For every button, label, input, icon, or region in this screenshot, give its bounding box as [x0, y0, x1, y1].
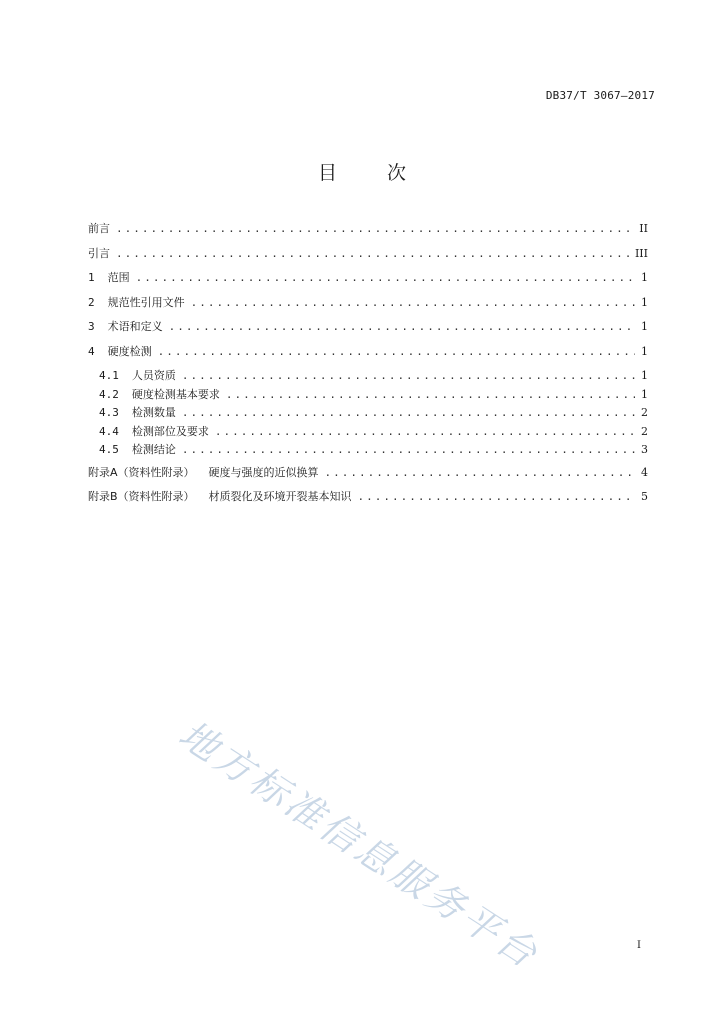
dot-leader: [182, 443, 635, 456]
toc-entry-normative-references[interactable]: [88, 294, 648, 319]
toc-annex-prefix: 附录B（资料性附录）: [88, 490, 195, 503]
dot-leader: [226, 388, 635, 401]
toc-entry-number: 1: [88, 271, 95, 284]
toc-entry-test-locations[interactable]: [88, 423, 648, 442]
toc-entry-label: 材质裂化及环境开裂基本知识: [208, 490, 352, 503]
toc-entry-label: 硬度检测: [107, 344, 152, 358]
dot-leader: [136, 271, 635, 284]
toc-entry-introduction[interactable]: [88, 245, 648, 270]
dot-leader: [169, 320, 635, 333]
dot-leader: [215, 425, 635, 438]
toc-entry-label: 检测结论: [131, 443, 176, 456]
toc-entry-annex-b[interactable]: [88, 488, 648, 512]
dot-leader: [116, 222, 633, 235]
toc-entry-terms-definitions[interactable]: [88, 318, 648, 343]
toc-entry-number: 4.4: [99, 424, 119, 438]
toc-annex-prefix: 附录A（资料性附录）: [88, 466, 195, 479]
toc-entry-hardness-testing[interactable]: [88, 343, 648, 368]
toc-page-number: 1: [641, 271, 648, 284]
toc-page-number: 1: [641, 295, 648, 309]
page-number: I: [637, 940, 641, 951]
toc-page-number: 1: [641, 320, 648, 333]
toc-entry-label: 规范性引用文件: [107, 295, 185, 309]
toc-page-number: II: [639, 222, 648, 235]
toc-page-number: 4: [641, 466, 648, 479]
toc-entry-label: 硬度与强度的近似换算: [208, 466, 319, 479]
toc-entry-label: 硬度检测基本要求: [131, 387, 220, 401]
toc-entry-label: 前言: [88, 222, 110, 235]
toc-page-number: 1: [641, 387, 648, 401]
toc-page-number: 5: [641, 490, 648, 503]
toc-entry-number: 4.3: [99, 406, 119, 419]
document-code: DB37/T 3067—2017: [545, 89, 655, 102]
toc-entry-number: 4: [88, 344, 95, 358]
toc-entry-label: 术语和定义: [107, 320, 163, 333]
table-of-contents: [88, 220, 648, 512]
toc-entry-number: 2: [88, 295, 95, 309]
toc-entry-test-conclusion[interactable]: [88, 441, 648, 464]
toc-entry-number: 4.1: [99, 369, 119, 382]
toc-page-number: 3: [641, 443, 648, 456]
toc-entry-basic-requirements[interactable]: [88, 386, 648, 405]
toc-entry-number: 4.5: [99, 443, 119, 456]
toc-page-number: 2: [641, 406, 648, 419]
dot-leader: [191, 296, 635, 309]
watermark: 地方标准信息服务平台: [171, 711, 548, 978]
toc-entry-foreword[interactable]: [88, 220, 648, 245]
toc-entry-number: 3: [88, 320, 95, 333]
toc-entry-personnel-qualification[interactable]: [88, 367, 648, 386]
toc-entry-scope[interactable]: [88, 269, 648, 294]
dot-leader: [116, 247, 629, 260]
toc-entry-label: 检测数量: [131, 406, 176, 419]
toc-page-number: 2: [641, 424, 648, 438]
toc-page-number: III: [634, 246, 648, 260]
toc-page-number: 1: [641, 344, 648, 358]
dot-leader: [158, 345, 635, 358]
dot-leader: [182, 369, 635, 382]
toc-entry-label: 检测部位及要求: [131, 424, 209, 438]
toc-entry-label: 范围: [107, 271, 130, 284]
toc-entry-number: 4.2: [99, 387, 119, 401]
toc-entry-test-quantity[interactable]: [88, 404, 648, 423]
dot-leader: [182, 406, 635, 419]
dot-leader: [358, 490, 635, 503]
toc-entry-label: 人员资质: [131, 369, 176, 382]
dot-leader: [325, 466, 635, 479]
toc-page-number: 1: [641, 369, 648, 382]
toc-entry-annex-a[interactable]: [88, 464, 648, 488]
page-title: 目 次: [317, 162, 429, 184]
toc-entry-label: 引言: [88, 246, 110, 260]
